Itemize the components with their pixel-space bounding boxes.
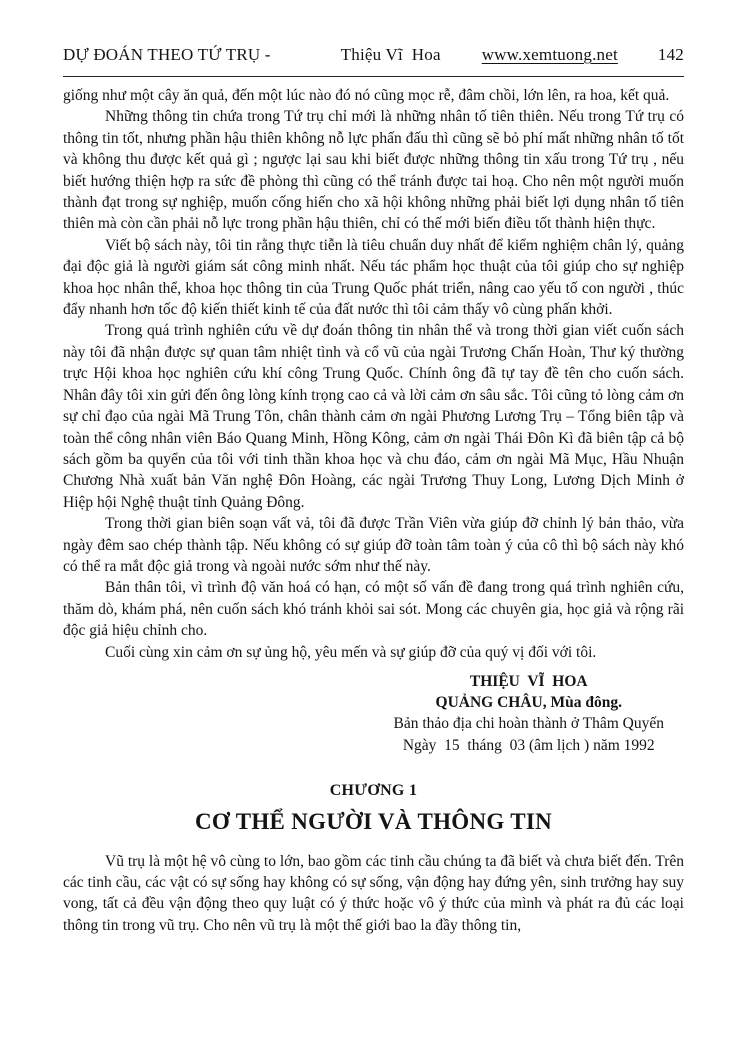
website-link[interactable]: www.xemtuong.net xyxy=(481,45,618,64)
preface-paragraph: Những thông tin chứa trong Tứ trụ chỉ mới là những nhân tố tiên thiên. Nếu trong Tứ trụ có thông tin tốt, nhưng phần hậu thiên không nỗ lực phấn đấu thì cũng sẽ bỏ phí mất những nhân tố tốt và không thu được kết quả gì ; ngược lại sau khi biết được những thông tin xấu trong Tứ trụ , nếu biết hướng thiện hợp ra sức đề phòng thì cũng có thể tránh được tai hoạ. Cho nên một người muốn thành đạt trong sự nghiệp, muốn cống hiến cho xã hội không những phải biết lợi dụng nhân tố tiên thiên mà còn cần phải nỗ lực trong phần hậu thiên, chỉ có thế mới biến điều tốt thành hiện thực. xyxy=(63,108,684,233)
preface-paragraph: Viết bộ sách này, tôi tin rằng thực tiễn là tiêu chuẩn duy nhất để kiểm nghiệm chân lý, quảng đại độc giả là người giám sát công minh nhất. Nếu tác phẩm học thuật của tôi giúp cho sự nghiệp khoa học nhân thể, khoa học thông tin của Trung Quốc phát triển, nâng cao yếu tố con người , thúc đẩy nhanh hơn tốc độ kiến thiết kinh tế của đất nước thì tôi cảm thấy vô cùng phấn khởi. xyxy=(63,236,684,319)
preface-paragraph: Trong quá trình nghiên cứu về dự đoán thông tin nhân thể và trong thời gian viết cuốn sách này tôi đã nhận được sự quan tâm nhiệt tình và cổ vũ của ngài Trương Chấn Hoàn, Thư ký thường trực Hội khoa học nghiên cứu khí công Trung Quốc. Chính ông đã tự tay đề tên cho cuốn sách. Nhân đây tôi xin gửi đến ông lòng kính trọng cao cả và lời cảm ơn sâu sắc. Tôi cũng tỏ lòng cảm ơn sự chỉ đạo của ngài Mã Trung Tôn, chân thành cảm ơn ngài Phương Lương Trụ – Tổng biên tập và toàn thể công nhân viên Báo Quang Minh, Hồng Kông, cảm ơn ngài Thái Đôn Kì đã biên tập cả bộ sách gồm ba quyển của tôi với tinh thần khoa học và chu đáo, cảm ơn ngài Mã Mục, Hầu Nhuận Chương Nhà xuất bản Văn nghệ Đôn Hoàng, các ngài Trương Thuy Long, Lương Dịch Minh ở Hiệp hội Nghệ thuật tỉnh Quảng Đông. xyxy=(63,322,684,511)
signature-block xyxy=(394,671,665,756)
preface-paragraph: Trong thời gian biên soạn vất vả, tôi đã được Trần Viên vừa giúp đỡ chỉnh lý bản thảo, vừa ngày đêm sao chép thành tập. Nếu không có sự giúp đỡ toàn tâm toàn ý của cô thì bộ sách này khó có thể ra mắt độc giả trong và ngoài nước sớm như thế này. xyxy=(63,515,684,575)
chapter-label: CHƯƠNG 1 xyxy=(329,781,418,799)
chapter-title: CƠ THỂ NGƯỜI VÀ THÔNG TIN xyxy=(194,809,553,835)
signature-date: Ngày 15 tháng 03 (âm lịch ) năm 1992 xyxy=(402,736,655,754)
preface-paragraph: Bản thân tôi, vì trình độ văn hoá có hạn, có một số vấn đề đang trong quá trình nghiên cứu, thăm dò, khám phá, nên cuốn sách khó tránh khỏi sai sót. Mong các chuyên gia, học giả và rộng rãi độc giả hiệu chỉnh cho. xyxy=(63,579,684,640)
header-divider xyxy=(63,76,684,77)
page-header xyxy=(63,45,684,65)
signature-place-season: QUẢNG CHÂU, Mùa đông. xyxy=(435,694,622,712)
book-title: DỰ ĐOÁN THEO TỨ TRỤ - xyxy=(63,45,271,64)
page-body xyxy=(63,85,684,936)
preface-paragraph-continuation: giống như một cây ăn quả, đến một lúc nào đó nó cũng mọc rễ, đâm chồi, lớn lên, ra hoa, kết quả. xyxy=(63,87,670,104)
author-name: Thiệu Vĩ Hoa xyxy=(340,45,441,64)
signature-author-name: THIỆU VĨ HOA xyxy=(469,672,588,690)
chapter-paragraph: Vũ trụ là một hệ vô cùng to lớn, bao gồm các tinh cầu chúng ta đã biết và chưa biết đến. Trên các tinh cầu, các vật có sự sống hay không có sự sống, vận động hay đứng yên, sinh trưởng hay suy vong, tất cả đều vận động theo quy luật có ý thức hoặc vô ý thức của mình và phát ra đủ các loại thông tin trong vũ trụ. Cho nên vũ trụ là một thế giới bao la đầy thông tin, xyxy=(63,852,684,934)
page-number: 142 xyxy=(657,45,684,64)
preface-paragraph-closing: Cuối cùng xin cảm ơn sự ủng hộ, yêu mến và sự giúp đỡ của quý vị đối với tôi. xyxy=(105,643,597,661)
signature-manuscript-note: Bản thảo địa chi hoàn thành ở Thâm Quyến xyxy=(393,715,664,733)
